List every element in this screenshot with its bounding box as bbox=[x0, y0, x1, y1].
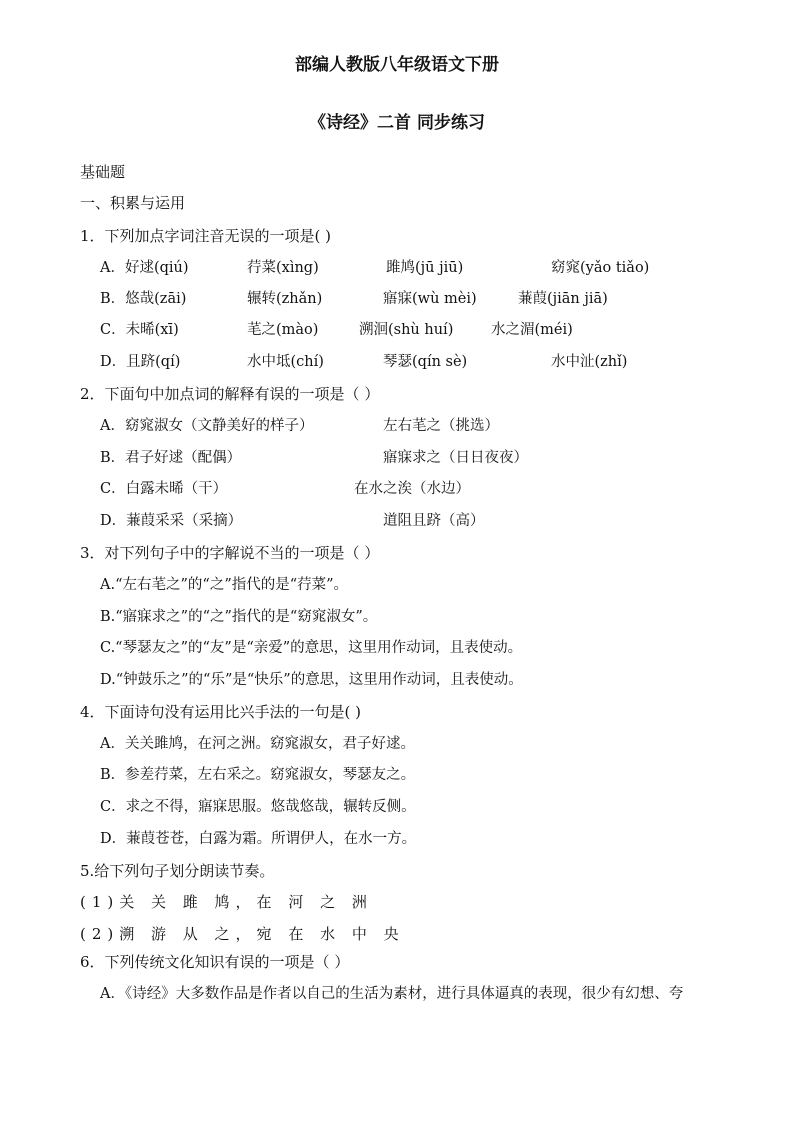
q2-option-d-right: 道阻且跻（高） bbox=[383, 513, 485, 529]
q4-option-b: B．参差荇菜，左右采之。窈窕淑女，琴瑟友之。 bbox=[100, 767, 416, 783]
q1-option-d-item-3: 琴瑟(qín sè) bbox=[383, 354, 468, 370]
q1-option-c-item-1: C．未晞(xī) bbox=[100, 322, 179, 338]
q5-item-2: (2)溯 游 从 之，宛 在 水 中 央 bbox=[80, 925, 405, 943]
q6-option-a: A．《诗经》大多数作品是作者以自己的生活为素材，进行具体逼真的表现，很少有幻想、夸 bbox=[100, 986, 684, 1002]
q2-option-c-right: 在水之涘（水边） bbox=[354, 481, 470, 497]
q3-stem: 3．对下列句子中的字解说不当的一项是（ ） bbox=[80, 544, 380, 562]
document-title: 部编人教版八年级语文下册 bbox=[295, 55, 499, 75]
q3-option-c: C.“琴瑟友之”的“友”是“亲爱”的意思，这里用作动词，且表使动。 bbox=[100, 640, 523, 656]
q6-stem: 6．下列传统文化知识有误的一项是（ ） bbox=[80, 953, 350, 971]
q1-option-c-item-4: 水之湄(méi) bbox=[491, 322, 573, 338]
q2-option-a-left: A．窈窕淑女（文静美好的样子） bbox=[100, 418, 314, 434]
q3-option-d: D.“钟鼓乐之”的“乐”是“快乐”的意思，这里用作动词，且表使动。 bbox=[100, 672, 523, 688]
q1-option-b-item-2: 辗转(zhǎn) bbox=[247, 291, 323, 307]
q2-option-b-right: 寤寐求之（日日夜夜） bbox=[383, 450, 528, 466]
q1-option-c-item-2: 芼之(mào) bbox=[247, 322, 319, 338]
q1-stem: 1．下列加点字词注音无误的一项是( ) bbox=[80, 227, 332, 245]
section-level: 基础题 bbox=[80, 163, 126, 181]
q4-stem: 4．下面诗句没有运用比兴手法的一句是( ) bbox=[80, 703, 362, 721]
q4-option-d: D．蒹葭苍苍，白露为霜。所谓伊人，在水一方。 bbox=[100, 831, 417, 847]
q1-option-a-item-2: 荇菜(xìng) bbox=[247, 260, 319, 276]
q4-option-a: A．关关雎鸠，在河之洲。窈窕淑女，君子好逑。 bbox=[100, 736, 415, 752]
q2-option-a-right: 左右芼之（挑选） bbox=[383, 418, 499, 434]
q1-option-a-item-1: A．好逑(qiú) bbox=[100, 260, 189, 276]
q4-option-c: C．求之不得，寤寐思服。悠哉悠哉，辗转反侧。 bbox=[100, 799, 416, 815]
q5-item-1: (1)关 关 雎 鸠，在 河 之 洲 bbox=[80, 893, 373, 911]
q1-option-d-item-4: 水中沚(zhǐ) bbox=[551, 354, 628, 370]
q1-option-d-item-1: D．且跻(qí) bbox=[100, 354, 181, 370]
q3-option-a: A.“左右芼之”的“之”指代的是“荇菜”。 bbox=[100, 577, 349, 593]
q5-stem: 5.给下列句子划分朗读节奏。 bbox=[80, 862, 275, 880]
q2-stem: 2．下面句中加点词的解释有误的一项是（ ） bbox=[80, 385, 380, 403]
q1-option-a-item-4: 窈窕(yǎo tiǎo) bbox=[551, 260, 650, 276]
section-part: 一、积累与运用 bbox=[80, 194, 186, 212]
q2-option-d-left: D．蒹葭采采（采摘） bbox=[100, 513, 243, 529]
q2-option-c-left: C．白露未晞（干） bbox=[100, 481, 228, 497]
q1-option-d-item-2: 水中坻(chí) bbox=[247, 354, 324, 370]
q1-option-c-item-3: 溯洄(shù huí) bbox=[359, 322, 454, 338]
document-subtitle: 《诗经》二首 同步练习 bbox=[309, 113, 485, 133]
q1-option-b-item-1: B．悠哉(zāi) bbox=[100, 291, 187, 307]
q1-option-a-item-3: 雎鸠(jū jiū) bbox=[386, 260, 464, 276]
q1-option-b-item-4: 蒹葭(jiān jiā) bbox=[518, 291, 608, 307]
q1-option-b-item-3: 寤寐(wù mèi) bbox=[383, 291, 477, 307]
q2-option-b-left: B．君子好逑（配偶） bbox=[100, 450, 242, 466]
q3-option-b: B.“寤寐求之”的“之”指代的是“窈窕淑女”。 bbox=[100, 609, 378, 625]
